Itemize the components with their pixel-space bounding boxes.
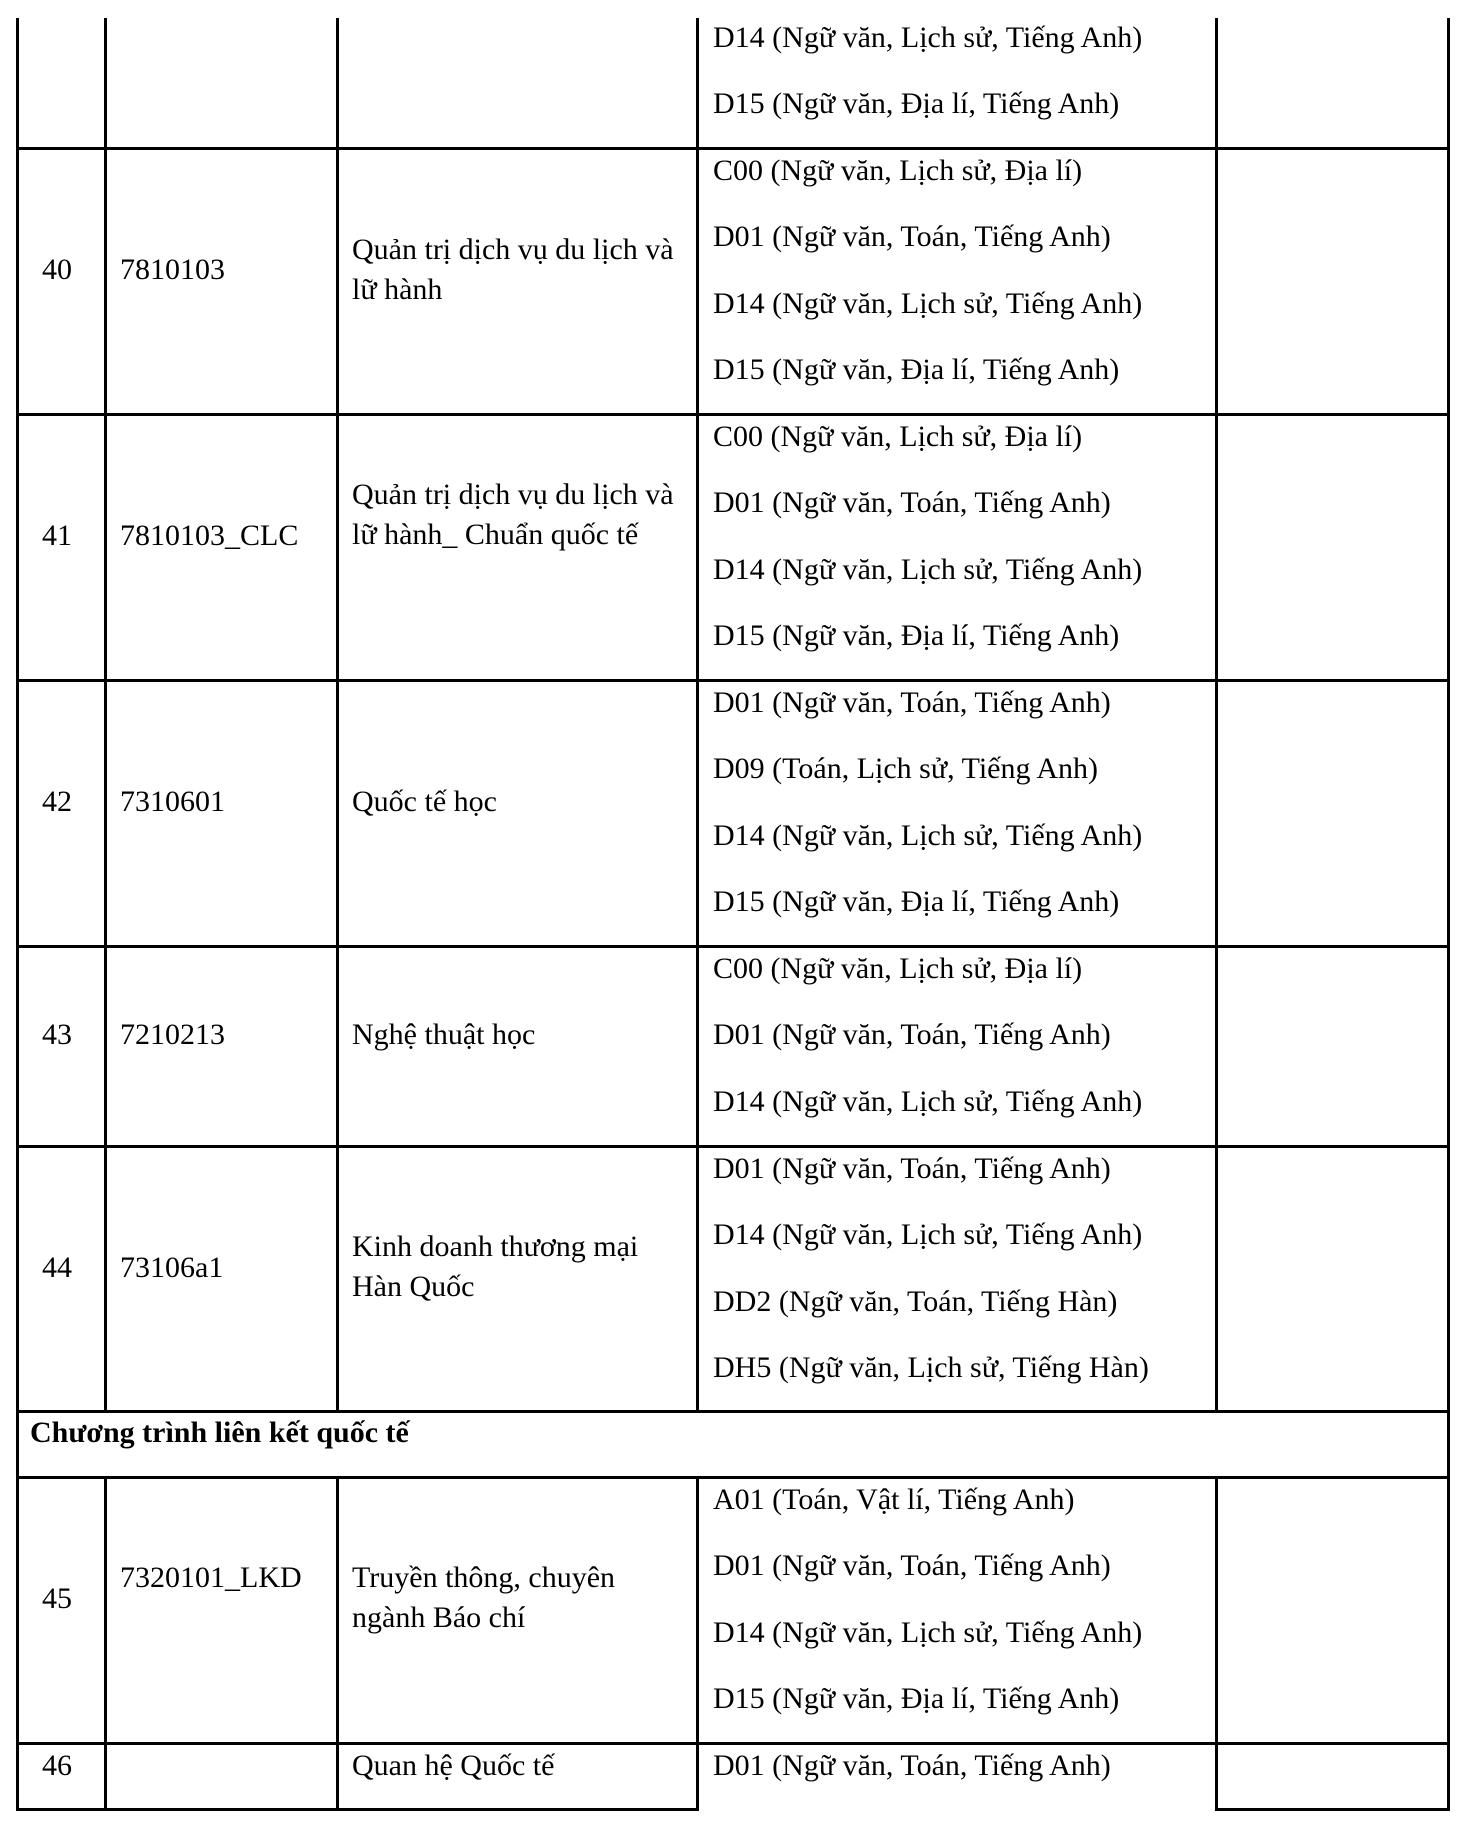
major-name: Quốc tế học xyxy=(352,785,497,818)
column-divider xyxy=(696,1476,699,1811)
combo-cell: D15 (Ngữ văn, Địa lí, Tiếng Anh) xyxy=(713,87,1120,120)
column-divider xyxy=(104,18,107,1413)
combo-cell: D14 (Ngữ văn, Lịch sử, Tiếng Anh) xyxy=(713,1085,1143,1118)
combo-cell: D01 (Ngữ văn, Toán, Tiếng Anh) xyxy=(713,220,1111,253)
combo-cell: D14 (Ngữ văn, Lịch sử, Tiếng Anh) xyxy=(713,287,1143,320)
combo-cell: D15 (Ngữ văn, Địa lí, Tiếng Anh) xyxy=(713,353,1120,386)
row-number: 42 xyxy=(42,785,72,818)
combo-cell: D01 (Ngữ văn, Toán, Tiếng Anh) xyxy=(713,686,1111,719)
column-divider xyxy=(104,1476,107,1811)
combo-cell: D15 (Ngữ văn, Địa lí, Tiếng Anh) xyxy=(713,1682,1120,1715)
major-code: 7210213 xyxy=(120,1018,225,1051)
combo-cell: D14 (Ngữ văn, Lịch sử, Tiếng Anh) xyxy=(713,819,1143,852)
combo-cell: A01 (Toán, Vật lí, Tiếng Anh) xyxy=(713,1483,1075,1516)
column-divider xyxy=(16,18,19,1413)
major-code: 7320101_LKD xyxy=(120,1561,302,1594)
combo-cell: D14 (Ngữ văn, Lịch sử, Tiếng Anh) xyxy=(713,1218,1143,1251)
row-number: 45 xyxy=(42,1582,72,1615)
combo-cell: D01 (Ngữ văn, Toán, Tiếng Anh) xyxy=(713,1152,1111,1185)
row-divider xyxy=(16,1145,1450,1148)
column-divider xyxy=(1447,1476,1450,1811)
column-divider xyxy=(696,18,699,1413)
row-divider xyxy=(16,1808,698,1811)
combo-cell: DD2 (Ngữ văn, Toán, Tiếng Hàn) xyxy=(713,1285,1118,1318)
combo-cell: D14 (Ngữ văn, Lịch sử, Tiếng Anh) xyxy=(713,1616,1143,1649)
combo-cell: D14 (Ngữ văn, Lịch sử, Tiếng Anh) xyxy=(713,21,1143,54)
combo-cell: C00 (Ngữ văn, Lịch sử, Địa lí) xyxy=(713,420,1083,453)
section-heading: Chương trình liên kết quốc tế xyxy=(30,1416,409,1449)
combo-cell: D01 (Ngữ văn, Toán, Tiếng Anh) xyxy=(713,1549,1111,1582)
major-code: 73106a1 xyxy=(120,1251,224,1284)
combo-cell: D15 (Ngữ văn, Địa lí, Tiếng Anh) xyxy=(713,619,1120,652)
major-name: Nghệ thuật học xyxy=(352,1018,536,1051)
major-code: 7810103 xyxy=(120,253,225,286)
row-divider xyxy=(16,1476,1450,1479)
column-divider xyxy=(1215,1476,1218,1811)
row-number: 46 xyxy=(42,1749,72,1782)
row-divider xyxy=(1215,1808,1450,1811)
row-divider xyxy=(16,147,1450,150)
major-name: Quản trị dịch vụ du lịch và lữ hành xyxy=(352,233,674,306)
column-divider xyxy=(16,1410,19,1479)
combo-cell: D09 (Toán, Lịch sử, Tiếng Anh) xyxy=(713,752,1098,785)
row-divider xyxy=(16,679,1450,682)
column-divider xyxy=(336,1476,339,1811)
major-name: Quan hệ Quốc tế xyxy=(352,1749,555,1782)
combo-cell: D15 (Ngữ văn, Địa lí, Tiếng Anh) xyxy=(713,885,1120,918)
row-divider xyxy=(16,945,1450,948)
combo-cell: C00 (Ngữ văn, Lịch sử, Địa lí) xyxy=(713,154,1083,187)
major-name: Quản trị dịch vụ du lịch và lữ hành_ Chuẩn quốc tế xyxy=(352,478,674,551)
combo-cell: C00 (Ngữ văn, Lịch sử, Địa lí) xyxy=(713,952,1083,985)
column-divider xyxy=(336,18,339,1413)
row-number: 41 xyxy=(42,519,72,552)
row-number: 40 xyxy=(42,253,72,286)
major-name: Truyền thông, chuyên ngành Báo chí xyxy=(352,1561,616,1634)
major-code: 7310601 xyxy=(120,785,225,818)
column-divider xyxy=(1447,18,1450,1413)
combo-cell: D14 (Ngữ văn, Lịch sử, Tiếng Anh) xyxy=(713,553,1143,586)
major-code: 7810103_CLC xyxy=(120,519,299,552)
combo-cell: DH5 (Ngữ văn, Lịch sử, Tiếng Hàn) xyxy=(713,1351,1149,1384)
row-divider xyxy=(16,413,1450,416)
column-divider xyxy=(1447,1410,1450,1479)
row-number: 44 xyxy=(42,1251,72,1284)
combo-cell: D01 (Ngữ văn, Toán, Tiếng Anh) xyxy=(713,486,1111,519)
row-divider xyxy=(16,1742,1450,1745)
column-divider xyxy=(16,1476,19,1811)
column-divider xyxy=(1215,18,1218,1413)
row-number: 43 xyxy=(42,1018,72,1051)
combo-cell: D01 (Ngữ văn, Toán, Tiếng Anh) xyxy=(713,1018,1111,1051)
combo-cell: D01 (Ngữ văn, Toán, Tiếng Anh) xyxy=(713,1749,1111,1782)
major-name: Kinh doanh thương mại Hàn Quốc xyxy=(352,1230,639,1303)
